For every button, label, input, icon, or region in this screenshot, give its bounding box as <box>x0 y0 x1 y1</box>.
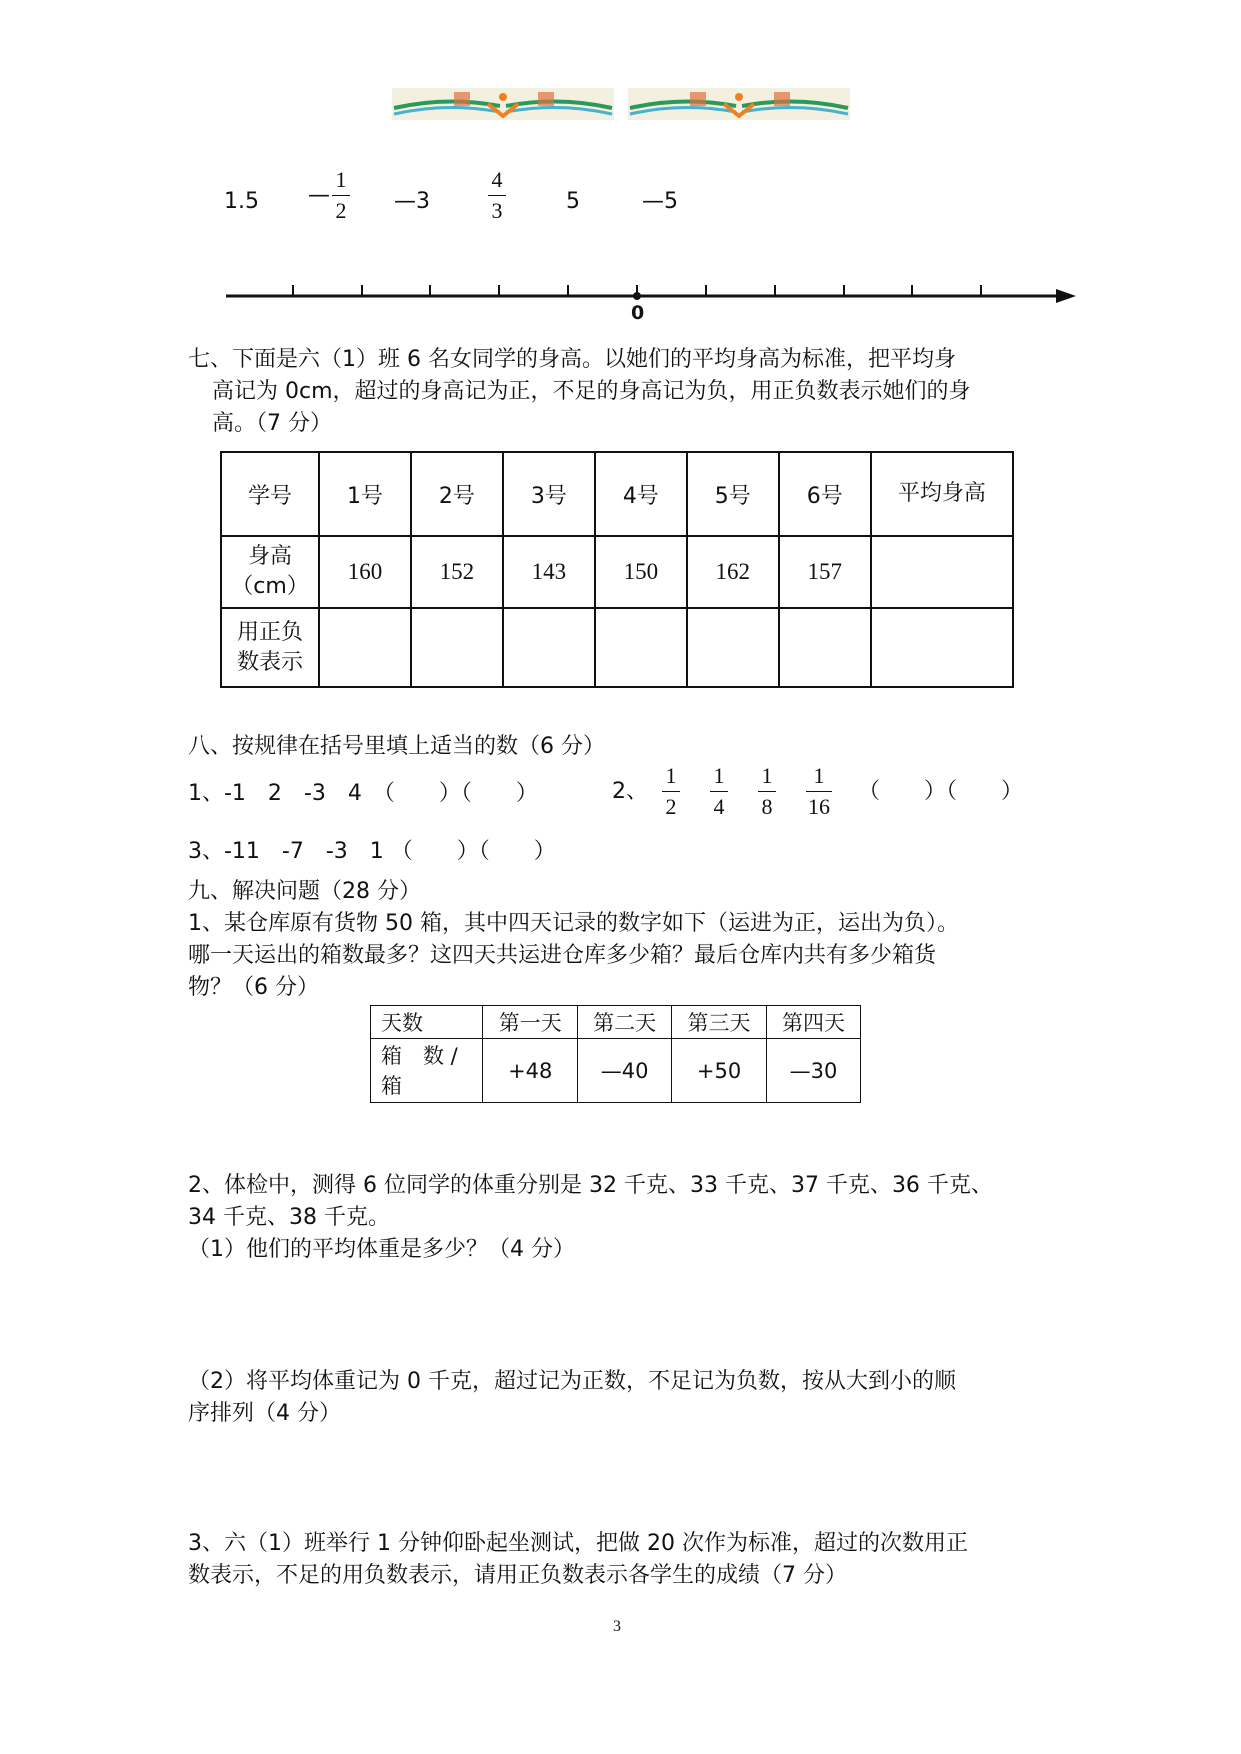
fraction-numerator: 1 <box>713 763 725 788</box>
q7-title-line-2: 高记为 0cm，超过的身高记为正，不足的身高记为负，用正负数表示她们的身 <box>212 379 971 404</box>
q9-problem-2-subquestion-2-line-1: （2）将平均体重记为 0 千克，超过记为正数，不足记为负数，按从大到小的顺 <box>188 1369 956 1394</box>
height-value: 160 <box>319 536 411 608</box>
q8-sequence-2 <box>612 764 1023 819</box>
row-label-signed <box>221 608 319 687</box>
row-label-boxes-a: 箱 数 / <box>381 1043 458 1068</box>
box-value: —40 <box>578 1039 672 1103</box>
number-2-denominator: 2 <box>335 198 347 223</box>
q9-title: 九、解决问题（28 分） <box>188 879 421 904</box>
height-table-values-row <box>221 536 1013 608</box>
header-cell: 5号 <box>687 452 779 536</box>
number-2-numerator: 1 <box>335 167 347 192</box>
row-label-boxes-b: 箱 <box>381 1073 402 1098</box>
number-2-sign: — <box>308 183 330 208</box>
header-cell: 第四天 <box>766 1006 860 1039</box>
number-2 <box>308 168 350 223</box>
number-line-svg <box>224 280 1078 320</box>
answer-cell[interactable] <box>687 608 779 687</box>
row-label-signed-b: 数表示 <box>236 649 303 675</box>
fraction-denominator: 2 <box>665 794 677 819</box>
number-1: 1.5 <box>224 189 259 214</box>
header-cell: 第二天 <box>578 1006 672 1039</box>
number-6: —5 <box>642 189 678 214</box>
q9-problem-1-line-3: 物？（6 分） <box>188 975 319 1000</box>
row-label-signed-a: 用正负 <box>236 619 303 645</box>
q9-problem-2-line-2: 34 千克、38 千克。 <box>188 1205 390 1230</box>
header-cell: 6号 <box>779 452 871 536</box>
number-line-arrow <box>1056 289 1076 303</box>
header-cell: 学号 <box>221 452 319 536</box>
answer-cell[interactable] <box>411 608 503 687</box>
height-value: 157 <box>779 536 871 608</box>
fraction-numerator: 1 <box>665 763 677 788</box>
q8-sequence-2-blanks: （ ）（ ） <box>858 778 1024 804</box>
height-value: 143 <box>503 536 595 608</box>
fraction-numerator: 1 <box>761 763 773 788</box>
answer-cell[interactable] <box>503 608 595 687</box>
header-banner-right <box>628 88 850 120</box>
box-value: —30 <box>766 1039 860 1103</box>
header-cell-average: 平均身高 <box>871 452 1013 536</box>
height-table-header-row <box>221 452 1013 536</box>
q9-problem-2-subquestion-1: （1）他们的平均体重是多少？（4 分） <box>188 1237 575 1262</box>
box-value: +48 <box>483 1039 578 1103</box>
header-cell: 天数 <box>371 1006 483 1039</box>
header-cell: 3号 <box>503 452 595 536</box>
warehouse-table-header-row <box>371 1006 861 1039</box>
q9-problem-3-line-1: 3、六（1）班举行 1 分钟仰卧起坐测试，把做 20 次作为标准，超过的次数用正 <box>188 1531 968 1556</box>
height-value: 152 <box>411 536 503 608</box>
box-value: +50 <box>672 1039 767 1103</box>
number-line-origin-dot <box>633 292 641 300</box>
height-value: 150 <box>595 536 687 608</box>
zero-label: 0 <box>631 302 645 324</box>
header-cell: 1号 <box>319 452 411 536</box>
q7-title-line-3: 高。（7 分） <box>212 411 332 436</box>
page-number: 3 <box>613 1618 621 1635</box>
fraction-denominator: 8 <box>761 794 773 819</box>
q8-title: 八、按规律在括号里填上适当的数（6 分） <box>188 734 605 759</box>
warehouse-table-values-row <box>371 1039 861 1103</box>
answer-cell[interactable] <box>319 608 411 687</box>
number-3: —3 <box>394 189 430 214</box>
q8-sequence-1: 1、-1 2 -3 4 （ ）（ ） <box>188 781 538 806</box>
header-cell: 第一天 <box>483 1006 578 1039</box>
q7-title-line-1: 七、下面是六（1）班 6 名女同学的身高。以她们的平均身高为标准，把平均身 <box>188 347 956 372</box>
height-value: 162 <box>687 536 779 608</box>
number-4 <box>488 168 506 223</box>
number-4-denominator: 3 <box>491 198 503 223</box>
q9-problem-3-line-2: 数表示，不足的用负数表示，请用正负数表示各学生的成绩（7 分） <box>188 1563 847 1588</box>
fraction-numerator: 1 <box>813 763 825 788</box>
height-value-average <box>871 536 1013 608</box>
q8-sequence-2-prefix: 2、 <box>612 778 648 804</box>
q9-problem-2-line-1: 2、体检中，测得 6 位同学的体重分别是 32 千克、33 千克、37 千克、36 千克、 <box>188 1173 993 1198</box>
q9-problem-1-line-1: 1、某仓库原有货物 50 箱，其中四天记录的数字如下（运进为正，运出为负）。 <box>188 911 959 936</box>
row-label-boxes <box>371 1039 483 1103</box>
q9-problem-1-line-2: 哪一天运出的箱数最多？这四天共运进仓库多少箱？最后仓库内共有多少箱货 <box>188 943 937 968</box>
number-4-numerator: 4 <box>491 167 503 192</box>
q9-problem-2-subquestion-2-line-2: 序排列（4 分） <box>188 1401 341 1426</box>
row-label-height-b: （cm） <box>231 574 309 599</box>
height-table <box>220 451 1014 688</box>
warehouse-table <box>370 1005 861 1103</box>
answer-cell[interactable] <box>779 608 871 687</box>
fraction-denominator: 4 <box>713 794 725 819</box>
q8-sequence-3: 3、-11 -7 -3 1 （ ）（ ） <box>188 839 556 864</box>
row-label-height <box>221 536 319 608</box>
height-table-signed-row <box>221 608 1013 687</box>
header-banner-left <box>392 88 614 120</box>
number-5: 5 <box>566 189 580 214</box>
header-cell: 4号 <box>595 452 687 536</box>
answer-cell[interactable] <box>871 608 1013 687</box>
answer-cell[interactable] <box>595 608 687 687</box>
number-line <box>224 280 1078 320</box>
row-label-height-a: 身高 <box>247 544 292 569</box>
fraction-denominator: 16 <box>808 794 830 819</box>
header-cell: 2号 <box>411 452 503 536</box>
header-cell: 第三天 <box>672 1006 767 1039</box>
